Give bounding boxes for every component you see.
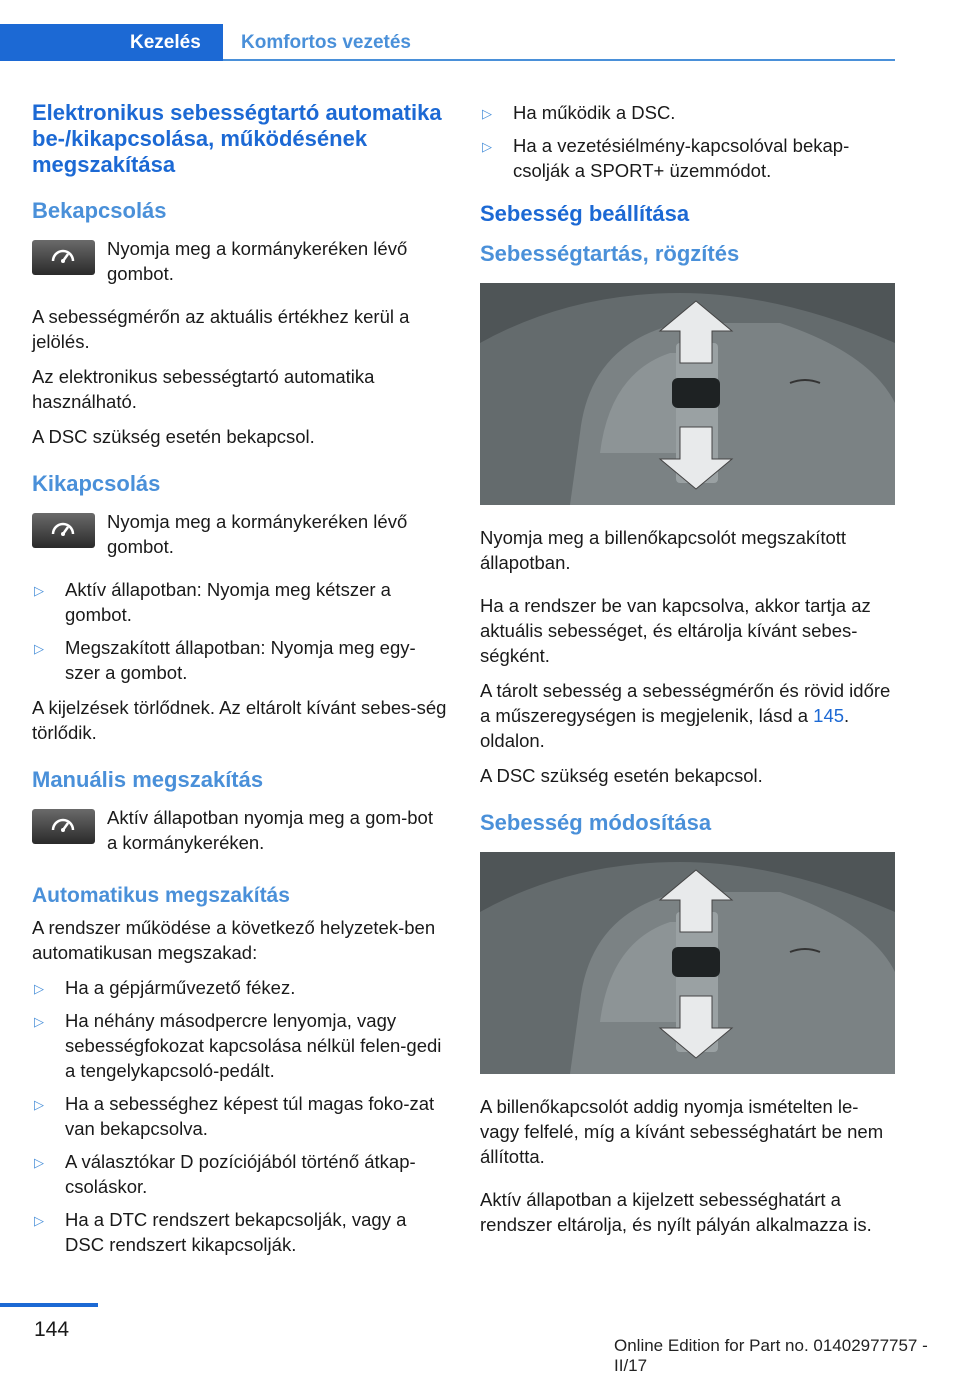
list-item: ▷ A választókar D pozíciójából történő átkap-csoláskor.: [32, 1149, 447, 1199]
footer-rule: [0, 1303, 98, 1307]
list-item: ▷ Ha a vezetésiélmény-kapcsolóval bekap-csolják a SPORT+ üzemmódot.: [480, 133, 895, 183]
hold-p2: Ha a rendszer be van kapcsolva, akkor tartja az aktuális sebességet, és eltárolja kívánt sebes-ségként.: [480, 595, 871, 666]
list-item: ▷ Ha a gépjárművezető fékez.: [32, 975, 447, 1000]
off-text: Nyomja meg a kormánykeréken lévő gombot.: [107, 511, 408, 557]
change-p2: Aktív állapotban a kijelzett sebességhatárt a rendszer eltárolja, és nyílt pályán alkalmazza is.: [480, 1189, 872, 1235]
cont-list: [480, 100, 895, 183]
cruise-control-icon: [32, 809, 95, 844]
list-item: ▷ Aktív állapotban: Nyomja meg kétszer a gombot.: [32, 577, 447, 627]
heading-off: Kikapcsolás: [32, 471, 161, 496]
cruise-control-icon: [32, 240, 95, 275]
cruise-control-icon: [32, 513, 95, 548]
page-number: 144: [34, 1318, 70, 1341]
heading-on: Bekapcsolás: [32, 198, 167, 223]
edition-note: Online Edition for Part no. 01402977757 - II/17: [614, 1336, 928, 1375]
off-p: A kijelzések törlődnek. Az eltárolt kívánt sebes-ség törlődik.: [32, 697, 447, 743]
change-p1: A billenőkapcsolót addig nyomja ismételten le-vagy felfelé, míg a kívánt sebességhatárt be nem állította.: [480, 1096, 884, 1167]
heading-manual: Manuális megszakítás: [32, 767, 264, 792]
heading-change: Sebesség módosítása: [480, 810, 712, 835]
hold-p3: A tárolt sebesség a sebességmérőn és rövid időre a műszeregységen is megjelenik, lásd a 145. oldalon.: [480, 680, 891, 751]
right-column: [480, 100, 895, 1247]
list-item: ▷ Ha működik a DSC.: [480, 100, 895, 125]
on-p1: A sebességmérőn az aktuális értékhez kerül a jelölés.: [32, 306, 410, 352]
heading-hold: Sebességtartás, rögzítés: [480, 241, 740, 266]
auto-list: [32, 975, 447, 1257]
hold-p1: Nyomja meg a billenőkapcsolót megszakított állapotban.: [480, 527, 847, 573]
hold-p4: A DSC szükség esetén bekapcsol.: [480, 765, 763, 786]
heading-speed: Sebesség beállítása: [480, 201, 690, 226]
left-column: [32, 100, 447, 1267]
manual-text: Aktív állapotban nyomja meg a gom-bot a kormánykeréken.: [107, 807, 433, 853]
list-item: ▷ Megszakított állapotban: Nyomja meg egy-szer a gombot.: [32, 635, 447, 685]
list-item: ▷ Ha a sebességhez képest túl magas foko-zat van bekapcsolva.: [32, 1091, 447, 1141]
auto-p: A rendszer működése a következő helyzetek-ben automatikusan megszakad:: [32, 917, 436, 963]
tab-komfortos-vezetes[interactable]: Komfortos vezetés: [241, 32, 411, 53]
list-item: ▷ Ha néhány másodpercre lenyomja, vagy sebességfokozat kapcsolása nélkül felen-gedi a tengelykapcsoló-pedált.: [32, 1008, 447, 1083]
steering-wheel-switch-photo-2: [480, 852, 895, 1074]
header-rule: [223, 59, 895, 61]
heading-auto: Automatikus megszakítás: [32, 884, 290, 907]
list-item: ▷ Ha a DTC rendszert bekapcsolják, vagy a DSC rendszert kikapcsolják.: [32, 1207, 447, 1257]
tab-kezeles[interactable]: Kezelés: [0, 24, 223, 61]
on-p3: A DSC szükség esetén bekapcsol.: [32, 426, 315, 447]
section-title: Elektronikus sebességtartó automatika be-/kikapcsolása, működésének megszakítása: [32, 100, 442, 177]
off-list: [32, 577, 447, 685]
on-p2: Az elektronikus sebességtartó automatika használható.: [32, 366, 375, 412]
page-link[interactable]: 145: [813, 705, 845, 726]
steering-wheel-switch-photo: [480, 283, 895, 505]
on-text: Nyomja meg a kormánykeréken lévő gombot.: [107, 238, 408, 284]
